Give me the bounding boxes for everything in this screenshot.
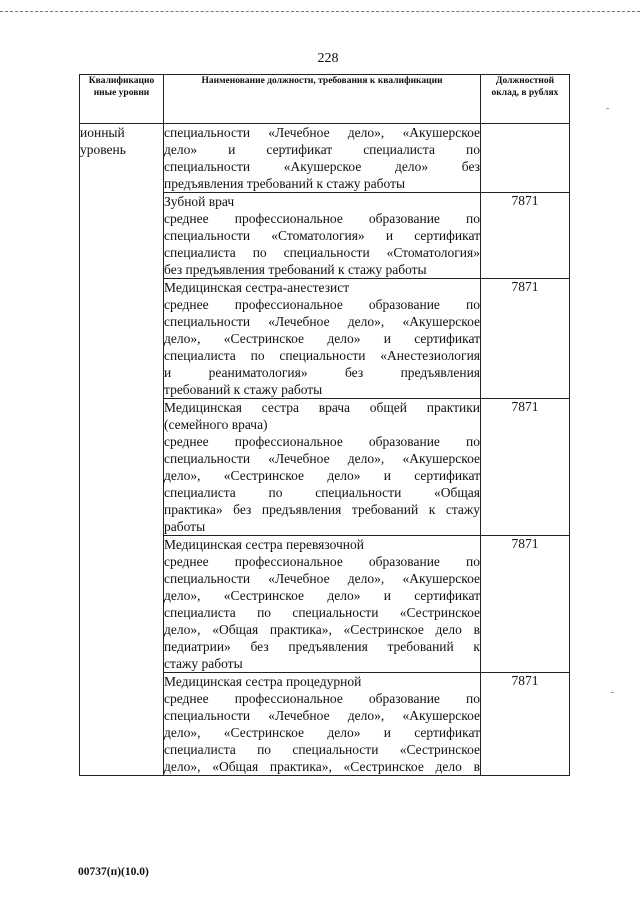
level-text-line: ионный [80, 125, 125, 140]
position-requirements-cell [164, 536, 481, 673]
requirement-text-line: специальности «Акушерское дело» без [164, 159, 480, 174]
requirement-text-line: работы [164, 519, 206, 534]
requirement-text-line: стажу работы [164, 656, 243, 671]
table-body [80, 124, 570, 776]
requirement-text-line: среднее профессиональное образование по [164, 211, 480, 226]
requirement-text-line: дело», «Сестринское дело» и сертификат [164, 588, 480, 603]
requirement-text-line: дело», «Сестринское дело» и сертификат [164, 331, 480, 346]
scan-edge-mark [606, 108, 609, 109]
requirement-text-line: педиатрии» без предъявления требований к [164, 639, 480, 654]
requirement-text-line: дело», «Сестринское дело» и сертификат [164, 468, 480, 483]
scan-edge-mark [611, 692, 614, 693]
header-levels: Квалификацио нные уровни [80, 75, 164, 124]
position-requirements-cell [164, 193, 481, 279]
requirement-text-line: (семейного врача) [164, 417, 268, 432]
position-requirements-cell [164, 673, 481, 776]
requirement-text-line: предъявления требований к стажу работы [164, 176, 406, 191]
requirement-text-line: среднее профессиональное образование по [164, 691, 480, 706]
requirement-text-line: дело», «Общая практика», «Сестринское дело в [164, 759, 480, 774]
requirement-text-line: среднее профессиональное образование по [164, 297, 480, 312]
salary-cell: 7871 [481, 279, 570, 399]
table-header-row [80, 75, 570, 124]
requirement-text-line: специальности «Лечебное дело», «Акушерское [164, 314, 480, 329]
requirement-text-line: специалиста по специальности «Анестезиология [164, 348, 480, 363]
requirement-text-line: специальности «Лечебное дело», «Акушерское [164, 125, 480, 140]
requirement-text-line: специалиста по специальности «Стоматология» [164, 245, 480, 260]
position-title: Медицинская сестра-анестезист [164, 280, 350, 295]
salary-cell: 7871 [481, 193, 570, 279]
requirement-text-line: специалиста по специальности «Сестринское [164, 605, 480, 620]
qualification-level-cell [80, 124, 164, 776]
requirement-text-line: и реаниматология» без предъявления [164, 365, 480, 380]
footer-document-code: 00737(п)(10.0) [78, 866, 149, 878]
level-text-line: уровень [80, 142, 126, 157]
requirement-text-line: среднее профессиональное образование по [164, 554, 480, 569]
salary-cell [481, 124, 570, 193]
position-title: Медицинская сестра врача общей практики [164, 400, 480, 415]
position-title: Зубной врач [164, 194, 235, 209]
position-title: Медицинская сестра процедурной [164, 674, 362, 689]
position-title: Медицинская сестра перевязочной [164, 537, 364, 552]
position-requirements-cell [164, 124, 481, 193]
salary-cell: 7871 [481, 399, 570, 536]
page-number: 228 [317, 51, 339, 66]
requirement-text-line: среднее профессиональное образование по [164, 434, 480, 449]
requirement-text-line: специалиста по специальности «Общая [164, 485, 480, 500]
header-salary: Должностной оклад, в рублях [481, 75, 570, 124]
requirement-text-line: дело» и сертификат специалиста по [164, 142, 480, 157]
requirement-text-line: без предъявления требований к стажу работы [164, 262, 427, 277]
requirement-text-line: дело», «Общая практика», «Сестринское дело в [164, 622, 480, 637]
requirement-text-line: специалиста по специальности «Сестринское [164, 742, 480, 757]
header-position: Наименование должности, требования к квалификации [164, 75, 481, 124]
table-row [80, 124, 570, 193]
salary-cell: 7871 [481, 536, 570, 673]
requirement-text-line: специальности «Лечебное дело», «Акушерское [164, 708, 480, 723]
position-requirements-cell [164, 279, 481, 399]
position-requirements-cell [164, 399, 481, 536]
requirement-text-line: специальности «Лечебное дело», «Акушерское [164, 451, 480, 466]
requirement-text-line: специальности «Стоматология» и сертификат [164, 228, 480, 243]
requirement-text-line: дело», «Сестринское дело» и сертификат [164, 725, 480, 740]
requirement-text-line: требований к стажу работы [164, 382, 323, 397]
requirement-text-line: специальности «Лечебное дело», «Акушерское [164, 571, 480, 586]
requirement-text-line: практика» без предъявления требований к стажу [164, 502, 480, 517]
top-scan-rule [0, 11, 640, 12]
qualification-table [79, 74, 570, 776]
salary-cell: 7871 [481, 673, 570, 776]
